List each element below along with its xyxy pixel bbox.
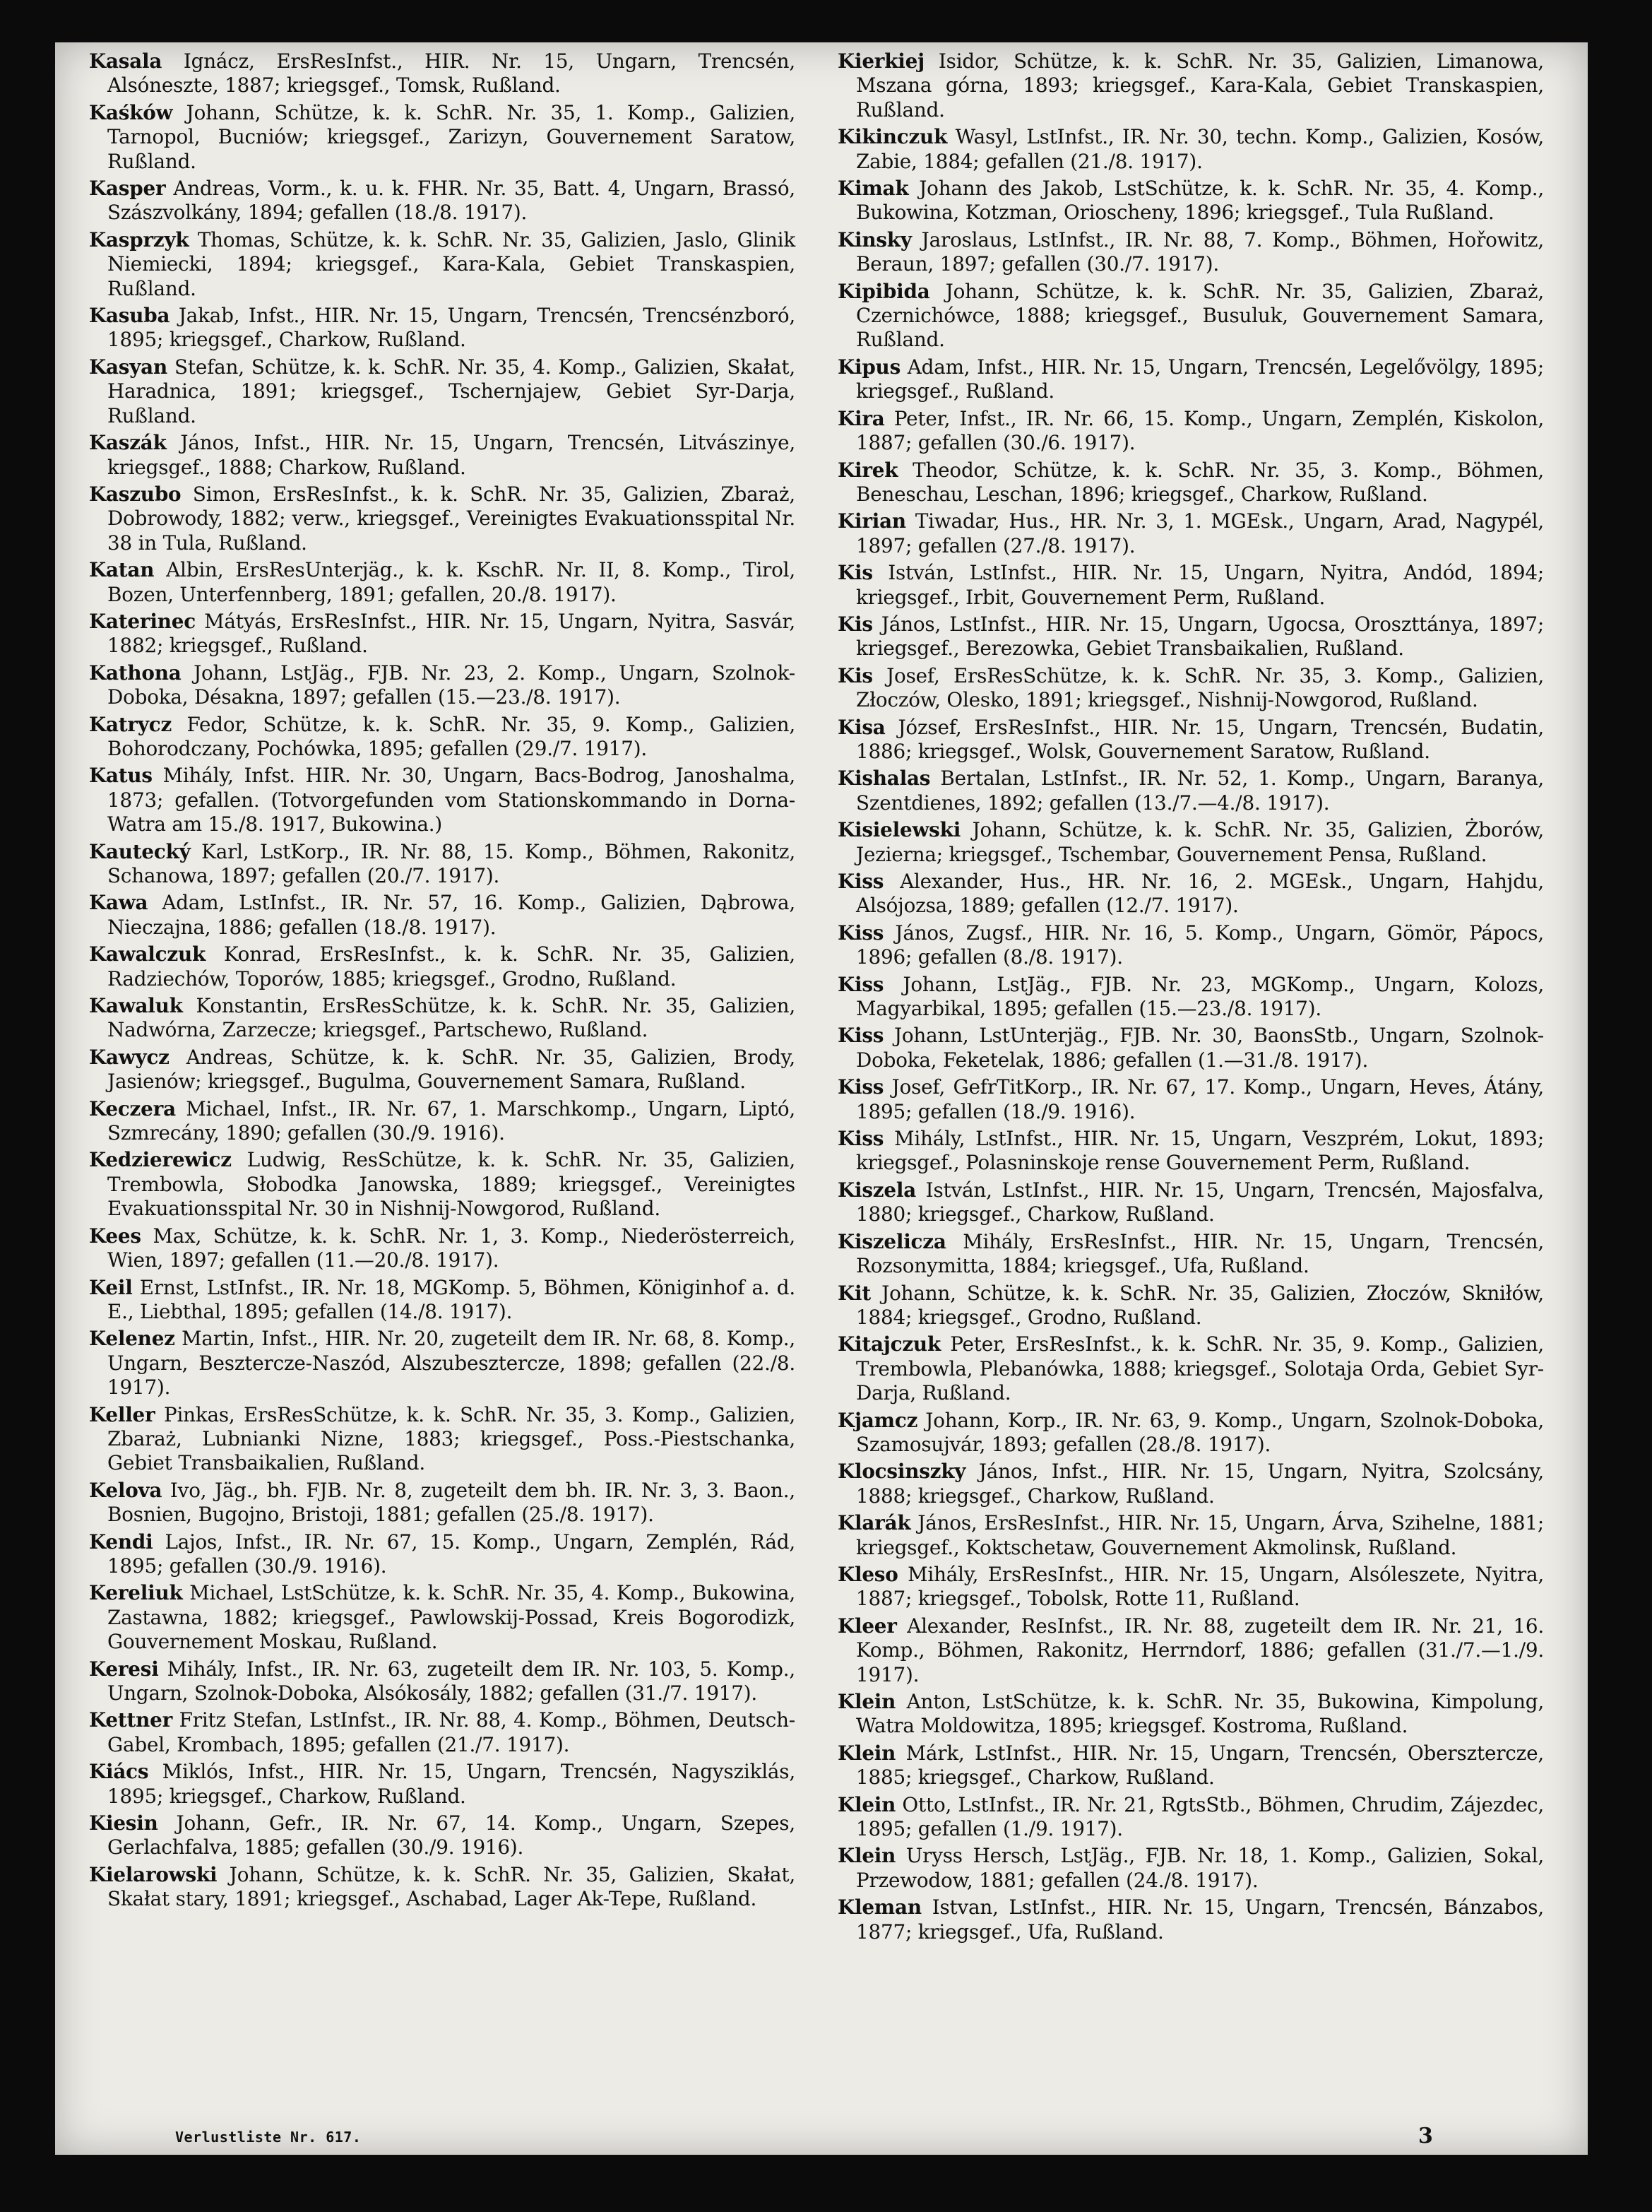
casualty-entry (838, 1178, 1544, 1227)
entry-details: Josef, GefrTitKorp., IR. Nr. 67, 17. Komp., Ungarn, Heves, Átány, 1895; gefallen (18./9. 1916). (856, 1075, 1544, 1123)
entry-details: Isidor, Schütze, k. k. SchR. Nr. 35, Galizien, Limanowa, Mszana górna, 1893; kriegsgef., Kara-Kala, Gebiet Transkaspien, Rußland. (856, 49, 1544, 122)
entry-details: Jaroslaus, LstInfst., IR. Nr. 88, 7. Komp., Böhmen, Hořowitz, Beraun, 1897; gefallen (30./7. 1917). (856, 227, 1545, 276)
casualty-entry (89, 1327, 795, 1400)
entry-surname: Kira (838, 406, 885, 430)
casualty-entry (838, 1844, 1544, 1893)
entry-surname: Katrycz (89, 712, 172, 736)
entry-details: Michael, Infst., IR. Nr. 67, 1. Marschkomp., Ungarn, Liptó, Szmrecány, 1890; gefallen (30./9. 1916). (107, 1096, 796, 1145)
casualty-entry (89, 1581, 795, 1654)
entry-details: János, Zugsf., HIR. Nr. 16, 5. Komp., Ungarn, Gömör, Pápocs, 1896; gefallen (8./8. 1917). (856, 921, 1544, 969)
casualty-entry (89, 610, 795, 658)
casualty-entry (838, 973, 1544, 1022)
entry-details: Uryss Hersch, LstJäg., FJB. Nr. 18, 1. Komp., Galizien, Sokal, Przewodow, 1881; gefallen (24./8. 1917). (856, 1844, 1544, 1892)
entry-details: Martin, Infst., HIR. Nr. 20, zugeteilt dem IR. Nr. 68, 8. Komp., Ungarn, Beszterczе-Naszód, Alszubeszterczе, 1898; gefallen (22./8. 1917). (107, 1327, 795, 1400)
casualty-entry (838, 49, 1544, 122)
casualty-entry (89, 228, 795, 301)
casualty-entry (89, 1708, 795, 1757)
entry-surname: Kinsky (838, 227, 912, 252)
entry-surname: Kereliuk (89, 1581, 183, 1605)
entry-surname: Kathona (89, 661, 182, 685)
casualty-entry (89, 942, 795, 991)
casualty-entry (838, 664, 1544, 713)
casualty-entry (838, 716, 1544, 764)
casualty-entry (89, 1811, 795, 1860)
entry-surname: Kishalas (838, 767, 931, 791)
entry-details: József, ErsResInfst., HIR. Nr. 15, Ungarn, Trencsén, Budatin, 1886; kriegsgef., Wolsk, Gouvernement Saratow, Rußland. (856, 715, 1544, 763)
left-column (89, 49, 795, 1915)
entry-details: Konstantin, ErsResSchütze, k. k. SchR. Nr. 35, Galizien, Nadwórna, Zarzecze; kriegsgef., Partschewo, Rußland. (107, 994, 795, 1042)
casualty-entry (89, 49, 795, 98)
entry-details: Peter, ErsResInfst., k. k. SchR. Nr. 35, 9. Komp., Galizien, Trembowla, Plebanówka, 1888; kriegsgef., Solotaja Orda, Gebiet Syr-Darja, Rußland. (856, 1332, 1545, 1405)
entry-details: Mihály, ErsResInfst., HIR. Nr. 15, Ungarn, Trencsén, Rozsonymitta, 1884; kriegsgef., Ufa, Rußland. (856, 1229, 1545, 1278)
entry-details: Peter, Infst., IR. Nr. 66, 15. Komp., Ungarn, Zemplén, Kiskolon, 1887; gefallen (30./6. 1917). (856, 406, 1544, 455)
entry-surname: Kees (89, 1224, 141, 1248)
entry-details: Ernst, LstInfst., IR. Nr. 18, MGKomp. 5, Böhmen, Königinhof a. d. E., Liebthal, 1895; gefallen (14./8. 1917). (107, 1275, 795, 1323)
entry-details: Jakab, Infst., HIR. Nr. 15, Ungarn, Trencsén, Trencsénzboró, 1895; kriegsgef., Charkow, Rußland. (107, 304, 795, 352)
casualty-entry (89, 1760, 795, 1809)
entry-details: Otto, LstInfst., IR. Nr. 21, RgtsStb., Böhmen, Chrudim, Zájezdec, 1895; gefallen (1./9. 1917). (856, 1792, 1544, 1841)
casualty-entry (838, 1230, 1544, 1279)
entry-details: Theodor, Schütze, k. k. SchR. Nr. 35, 3. Komp., Böhmen, Beneschau, Leschan, 1896; kriegsgef., Charkow, Rußland. (856, 458, 1544, 506)
casualty-entry (838, 767, 1544, 815)
entry-surname: Kis (838, 663, 873, 687)
entry-details: Max, Schütze, k. k. SchR. Nr. 1, 3. Komp., Niederösterreich, Wien, 1897; gefallen (11.—20./8. 1917). (107, 1224, 795, 1272)
list-label: Verlustliste Nr. 617. (175, 2129, 362, 2146)
casualty-entry (89, 1479, 795, 1527)
entry-surname: Klein (838, 1844, 896, 1868)
entry-surname: Kawa (89, 891, 148, 915)
casualty-entry (89, 1046, 795, 1094)
entry-details: István, LstInfst., HIR. Nr. 15, Ungarn, Nyitra, Andód, 1894; kriegsgef., Irbit, Gouvernement Perm, Rußland. (856, 561, 1544, 609)
casualty-entry (838, 177, 1544, 225)
casualty-entry (838, 1614, 1544, 1687)
entry-details: Albin, ErsResUnterjäg., k. k. KschR. Nr. II, 8. Komp., Tirol, Bozen, Unterfennberg, 1891; gefallen, 20./8. 1917). (107, 558, 795, 606)
casualty-entry (838, 1024, 1544, 1072)
entry-details: Johann, LstJäg., FJB. Nr. 23, MGKomp., Ungarn, Kolozs, Magyarbikal, 1895; gefallen (15.—23./8. 1917). (856, 972, 1544, 1021)
casualty-entry (838, 1690, 1544, 1739)
entry-details: Thomas, Schütze, k. k. SchR. Nr. 35, Galizien, Jaslo, Glinik Niemiecki, 1894; kriegsgef., Kara-Kala, Gebiet Transkaspien, Rußland. (107, 227, 795, 300)
casualty-entry (838, 1409, 1544, 1457)
casualty-entry (838, 280, 1544, 353)
entry-surname: Kimak (838, 177, 909, 201)
entry-surname: Kleso (838, 1562, 898, 1586)
page-number: 3 (1418, 2124, 1433, 2148)
entry-surname: Kleer (838, 1614, 897, 1638)
entry-details: Johann, Schütze, k. k. SchR. Nr. 35, Galizien, Złoczów, Skniłów, 1884; kriegsgef., Grodno, Rußland. (856, 1281, 1544, 1329)
casualty-entry (838, 459, 1544, 507)
casualty-entry (838, 613, 1544, 661)
entry-surname: Kiss (838, 1024, 884, 1048)
entry-surname: Kasper (89, 177, 166, 201)
casualty-entry (89, 101, 795, 174)
entry-details: Johann, Korp., IR. Nr. 63, 9. Komp., Ungarn, Szolnok-Doboka, Szamosujvár, 1893; gefallen (28./8. 1917). (856, 1408, 1544, 1456)
entry-surname: Kaszubo (89, 482, 182, 506)
casualty-entry (838, 870, 1544, 918)
entry-details: Bertalan, LstInfst., IR. Nr. 52, 1. Komp., Ungarn, Baranya, Szentdienes, 1892; gefallen (13./7.—4./8. 1917). (856, 767, 1544, 815)
casualty-entry (838, 407, 1544, 456)
entry-surname: Kleman (838, 1895, 922, 1920)
casualty-entry (89, 558, 795, 607)
entry-surname: Kiss (838, 972, 884, 996)
entry-surname: Kaśków (89, 100, 173, 124)
casualty-entry (838, 1563, 1544, 1611)
entry-surname: Kiesin (89, 1811, 158, 1835)
entry-surname: Kiszela (838, 1178, 917, 1202)
entry-details: Mátyás, ErsResInfst., HIR. Nr. 15, Ungarn, Nyitra, Sasvár, 1882; kriegsgef., Rußland. (107, 609, 795, 658)
entry-surname: Kiss (838, 1075, 884, 1099)
entry-details: Miklós, Infst., HIR. Nr. 15, Ungarn, Trencsén, Nagysziklás, 1895; kriegsgef., Charkow, Rußland. (107, 1760, 796, 1808)
entry-surname: Klocsinszky (838, 1460, 966, 1484)
entry-details: Andreas, Vorm., k. u. k. FHR. Nr. 35, Batt. 4, Ungarn, Brassó, Szászvolkány, 1894; gefallen (18./8. 1917). (107, 177, 796, 225)
casualty-entry (838, 818, 1544, 867)
entry-details: Alexander, ResInfst., IR. Nr. 88, zugeteilt dem IR. Nr. 21, 16. Komp., Böhmen, Rakonitz, Herrndorf, 1886; gefallen (31./7.—1./9. 1917). (856, 1614, 1545, 1686)
entry-details: Ignácz, ErsResInfst., HIR. Nr. 15, Ungarn, Trencsén, Alsóneszte, 1887; kriegsgef., Tomsk, Rußland. (107, 49, 796, 97)
entry-surname: Kettner (89, 1708, 173, 1732)
entry-details: Pinkas, ErsResSchütze, k. k. SchR. Nr. 35, 3. Komp., Galizien, Zbaraż, Lubnianki Nizne, 1883; kriegsgef., Poss.-Piestschanka, Gebiet Transbaikalien, Rußland. (107, 1402, 795, 1475)
entry-surname: Kawycz (89, 1045, 170, 1069)
entry-details: Michael, LstSchütze, k. k. SchR. Nr. 35, 4. Komp., Bukowina, Zastawna, 1882; kriegsgef., Pawlowskij-Possad, Kreis Bogorodizk, Gouvernement Moskau, Rußland. (107, 1581, 795, 1654)
entry-details: Karl, LstKorp., IR. Nr. 88, 15. Komp., Böhmen, Rakonitz, Schanowa, 1897; gefallen (20./7. 1917). (107, 839, 795, 887)
casualty-entry (89, 1530, 795, 1579)
entry-surname: Kielarowski (89, 1862, 218, 1886)
entry-details: Anton, LstSchütze, k. k. SchR. Nr. 35, Bukowina, Kimpolung, Watra Moldowitza, 1895; kriegsgef. Kostroma, Rußland. (856, 1690, 1545, 1738)
casualty-entry (89, 1403, 795, 1476)
entry-surname: Kis (838, 612, 873, 636)
entry-surname: Keil (89, 1275, 133, 1299)
casualty-entry (838, 1895, 1544, 1944)
entry-surname: Kipus (838, 355, 901, 379)
entry-details: Ludwig, ResSchütze, k. k. SchR. Nr. 35, Galizien, Trembowla, Słobodka Janowska, 1889; kriegsgef., Vereinigtes Evakuationsspital Nr. 30 in Nishnij-Nowgorod, Rußland. (107, 1148, 795, 1221)
entry-surname: Klarák (838, 1511, 911, 1535)
casualty-entry (838, 1511, 1544, 1560)
entry-details: Johann des Jakob, LstSchütze, k. k. SchR. Nr. 35, 4. Komp., Bukowina, Kotzman, Orioscheny, 1896; kriegsgef., Tula Rußland. (856, 177, 1544, 225)
entry-surname: Kirian (838, 509, 906, 533)
entry-details: Konrad, ErsResInfst., k. k. SchR. Nr. 35, Galizien, Radziechów, Toporów, 1885; kriegsgef., Grodno, Rußland. (107, 942, 795, 990)
casualty-entry (838, 1075, 1544, 1124)
casualty-entry (89, 1148, 795, 1221)
entry-surname: Keresi (89, 1657, 159, 1681)
casualty-entry (89, 1863, 795, 1912)
entry-details: Johann, Gefr., IR. Nr. 67, 14. Komp., Ungarn, Szepes, Gerlachfalva, 1885; gefallen (30./9. 1916). (107, 1811, 796, 1859)
entry-surname: Katerinec (89, 609, 196, 633)
casualty-entry (838, 509, 1544, 558)
entry-surname: Kis (838, 561, 873, 585)
casualty-entry (838, 125, 1544, 174)
casualty-entry (89, 177, 795, 225)
entry-details: Adam, LstInfst., IR. Nr. 57, 16. Komp., Galizien, Dąbrowa, Nieczajna, 1886; gefallen (18./8. 1917). (107, 891, 795, 939)
entry-surname: Kaszák (89, 431, 167, 455)
entry-surname: Kitajczuk (838, 1332, 941, 1356)
entry-surname: Kiss (838, 1127, 884, 1151)
entry-details: Mihály, Infst. HIR. Nr. 30, Ungarn, Bacs-Bodrog, Janoshalma, 1873; gefallen. (Totvorgefunden vom Stationskommando in Dorna-Watra am 15./8. 1917, Bukowina.) (107, 764, 795, 836)
entry-surname: Keczera (89, 1096, 176, 1120)
entry-surname: Kendi (89, 1530, 153, 1554)
casualty-entry (838, 228, 1544, 277)
casualty-entry (89, 764, 795, 836)
entry-surname: Kirek (838, 458, 898, 482)
entry-surname: Kiszelicza (838, 1229, 946, 1253)
entry-details: Fritz Stefan, LstInfst., IR. Nr. 88, 4. Komp., Böhmen, Deutsch-Gabel, Krombach, 1895; gefallen (21./7. 1917). (107, 1708, 795, 1756)
casualty-entry (838, 1793, 1544, 1842)
casualty-entry (838, 1332, 1544, 1405)
casualty-entry (838, 1741, 1544, 1790)
casualty-entry (89, 840, 795, 889)
document-page (55, 42, 1588, 2155)
entry-details: Fedor, Schütze, k. k. SchR. Nr. 35, 9. Komp., Galizien, Bohorodczany, Pochówka, 1895; gefallen (29./7. 1917). (107, 712, 795, 760)
casualty-entry (838, 561, 1544, 610)
entry-details: Lajos, Infst., IR. Nr. 67, 15. Komp., Ungarn, Zemplén, Rád, 1895; gefallen (30./9. 1916). (107, 1530, 795, 1578)
entry-surname: Klein (838, 1741, 896, 1765)
entry-details: János, Infst., HIR. Nr. 15, Ungarn, Nyitra, Szolcsány, 1888; kriegsgef., Charkow, Rußland. (856, 1460, 1544, 1508)
casualty-entry (838, 1460, 1544, 1508)
casualty-entry (89, 483, 795, 555)
entry-surname: Kasprzyk (89, 227, 189, 252)
entry-surname: Kiss (838, 870, 884, 893)
entry-details: Johann, Schütze, k. k. SchR. Nr. 35, Galizien, Skałat, Skałat stary, 1891; kriegsgef., Aschabad, Lager Ak-Tepe, Rußland. (107, 1862, 795, 1911)
entry-surname: Kiács (89, 1760, 149, 1784)
entry-details: Johann, Schütze, k. k. SchR. Nr. 35, Galizien, Zbaraż, Czernichówce, 1888; kriegsgef., Busuluk, Gouvernement Samara, Rußland. (856, 279, 1545, 352)
casualty-entry (89, 304, 795, 353)
entry-details: Stefan, Schütze, k. k. SchR. Nr. 35, 4. Komp., Galizien, Skałat, Haradnica, 1891; kriegsgef., Tschernjajew, Gebiet Syr-Darja, Rußland. (107, 355, 795, 427)
entry-details: Adam, Infst., HIR. Nr. 15, Ungarn, Trencsén, Legelővölgy, 1895; kriegsgef., Rußland. (856, 355, 1544, 403)
entry-details: János, Infst., HIR. Nr. 15, Ungarn, Trencsén, Litvászinye, kriegsgef., 1888; Charkow, Rußland. (107, 431, 795, 479)
entry-details: Josef, ErsResSchütze, k. k. SchR. Nr. 35, 3. Komp., Galizien, Złoczów, Olesko, 1891; kriegsgef., Nishnij-Nowgorod, Rußland. (856, 663, 1544, 712)
entry-surname: Kisa (838, 715, 886, 739)
entry-details: Mihály, LstInfst., HIR. Nr. 15, Ungarn, Veszprém, Lokut, 1893; kriegsgef., Polasninskoje rense Gouvernement Perm, Rußland. (856, 1127, 1544, 1175)
entry-details: Johann, LstUnterjäg., FJB. Nr. 30, BaonsStb., Ungarn, Szolnok-Doboka, Feketelak, 1886; gefallen (1.—31./8. 1917). (856, 1024, 1544, 1072)
entry-details: Istvan, LstInfst., HIR. Nr. 15, Ungarn, Trencsén, Bánzabos, 1877; kriegsgef., Ufa, Rußland. (856, 1895, 1544, 1944)
entry-surname: Kawalczuk (89, 942, 206, 966)
entry-surname: Kasala (89, 49, 162, 73)
entry-surname: Kautecký (89, 839, 191, 863)
entry-surname: Kedzierewicz (89, 1148, 232, 1172)
casualty-entry (89, 661, 795, 710)
casualty-entry (89, 891, 795, 940)
casualty-entry (838, 921, 1544, 970)
entry-details: Johann, Schütze, k. k. SchR. Nr. 35, Galizien, Żborów, Jezierna; kriegsgef., Tschembar, Gouvernement Pensa, Rußland. (856, 818, 1544, 866)
entry-surname: Kelenez (89, 1327, 175, 1351)
entry-details: Andreas, Schütze, k. k. SchR. Nr. 35, Galizien, Brody, Jasienów; kriegsgef., Bugulma, Gouvernement Samara, Rußland. (107, 1045, 795, 1094)
casualty-entry (89, 1097, 795, 1146)
entry-details: Márk, LstInfst., HIR. Nr. 15, Ungarn, Trencsén, Oberszterczе, 1885; kriegsgef., Charkow, Rußland. (856, 1741, 1545, 1790)
entry-details: Simon, ErsResInfst., k. k. SchR. Nr. 35, Galizien, Zbaraż, Dobrowody, 1882; verw., kriegsgef., Vereinigtes Evakuationsspital Nr. 38 in Tula, Rußland. (107, 482, 796, 555)
entry-details: János, LstInfst., HIR. Nr. 15, Ungarn, Ugocsa, Oroszttánya, 1897; kriegsgef., Berezowka, Gebiet Transbaikalien, Rußland. (856, 612, 1544, 661)
entry-surname: Katus (89, 764, 153, 788)
casualty-entry (89, 431, 795, 480)
entry-surname: Kasyan (89, 355, 167, 379)
casualty-entry (838, 1127, 1544, 1176)
casualty-entry (89, 713, 795, 762)
entry-details: István, LstInfst., HIR. Nr. 15, Ungarn, Trencsén, Majosfalva, 1880; kriegsgef., Charkow, Rußland. (856, 1178, 1545, 1226)
entry-details: Johann, Schütze, k. k. SchR. Nr. 35, 1. Komp., Galizien, Tarnopol, Bucniów; kriegsgef., Zarizyn, Gouvernement Saratow, Rußland. (107, 100, 795, 173)
right-column (838, 49, 1544, 1947)
entry-surname: Kelova (89, 1478, 162, 1502)
entry-details: Mihály, Infst., IR. Nr. 63, zugeteilt dem IR. Nr. 103, 5. Komp., Ungarn, Szolnok-Doboka, Alsókosály, 1882; gefallen (31./7. 1917). (107, 1657, 795, 1705)
casualty-entry (89, 1276, 795, 1325)
entry-details: Mihály, ErsResInfst., HIR. Nr. 15, Ungarn, Alsóleszete, Nyitra, 1887; kriegsgef., Tobolsk, Rotte 11, Rußland. (856, 1562, 1544, 1611)
entry-details: Alexander, Hus., HR. Nr. 16, 2. MGEsk., Ungarn, Hahjdu, Alsójozsa, 1889; gefallen (12./7. 1917). (856, 870, 1544, 918)
entry-surname: Keller (89, 1402, 155, 1426)
entry-details: Wasyl, LstInfst., IR. Nr. 30, techn. Komp., Galizien, Kosów, Zabie, 1884; gefallen (21./8. 1917). (856, 125, 1544, 173)
entry-surname: Klein (838, 1690, 896, 1713)
entry-surname: Kisielewski (838, 818, 961, 842)
entry-surname: Kikinczuk (838, 125, 948, 149)
entry-surname: Kierkiej (838, 49, 925, 73)
entry-surname: Kiss (838, 921, 884, 945)
casualty-entry (89, 1224, 795, 1273)
entry-surname: Klein (838, 1792, 896, 1816)
entry-surname: Kit (838, 1281, 871, 1305)
casualty-entry (89, 1657, 795, 1706)
casualty-entry (838, 355, 1544, 404)
entry-surname: Kjamcz (838, 1408, 918, 1432)
casualty-entry (89, 994, 795, 1043)
entry-surname: Kipibida (838, 279, 930, 303)
entry-surname: Kasuba (89, 304, 170, 328)
entry-details: Tiwadar, Hus., HR. Nr. 3, 1. MGEsk., Ungarn, Arad, Nagypél, 1897; gefallen (27./8. 1917). (856, 509, 1544, 557)
casualty-entry (89, 355, 795, 428)
entry-details: Ivo, Jäg., bh. FJB. Nr. 8, zugeteilt dem bh. IR. Nr. 3, 3. Baon., Bosnien, Bugojno, Bristoji, 1881; gefallen (25./8. 1917). (107, 1478, 795, 1527)
entry-details: Johann, LstJäg., FJB. Nr. 23, 2. Komp., Ungarn, Szolnok-Doboka, Désakna, 1897; gefallen (15.—23./8. 1917). (107, 661, 795, 709)
casualty-entry (838, 1282, 1544, 1330)
entry-surname: Kawaluk (89, 994, 183, 1018)
entry-surname: Katan (89, 558, 155, 582)
entry-details: János, ErsResInfst., HIR. Nr. 15, Ungarn, Árva, Szihelne, 1881; kriegsgef., Koktschetaw, Gouvernement Akmolinsk, Rußland. (856, 1511, 1544, 1559)
